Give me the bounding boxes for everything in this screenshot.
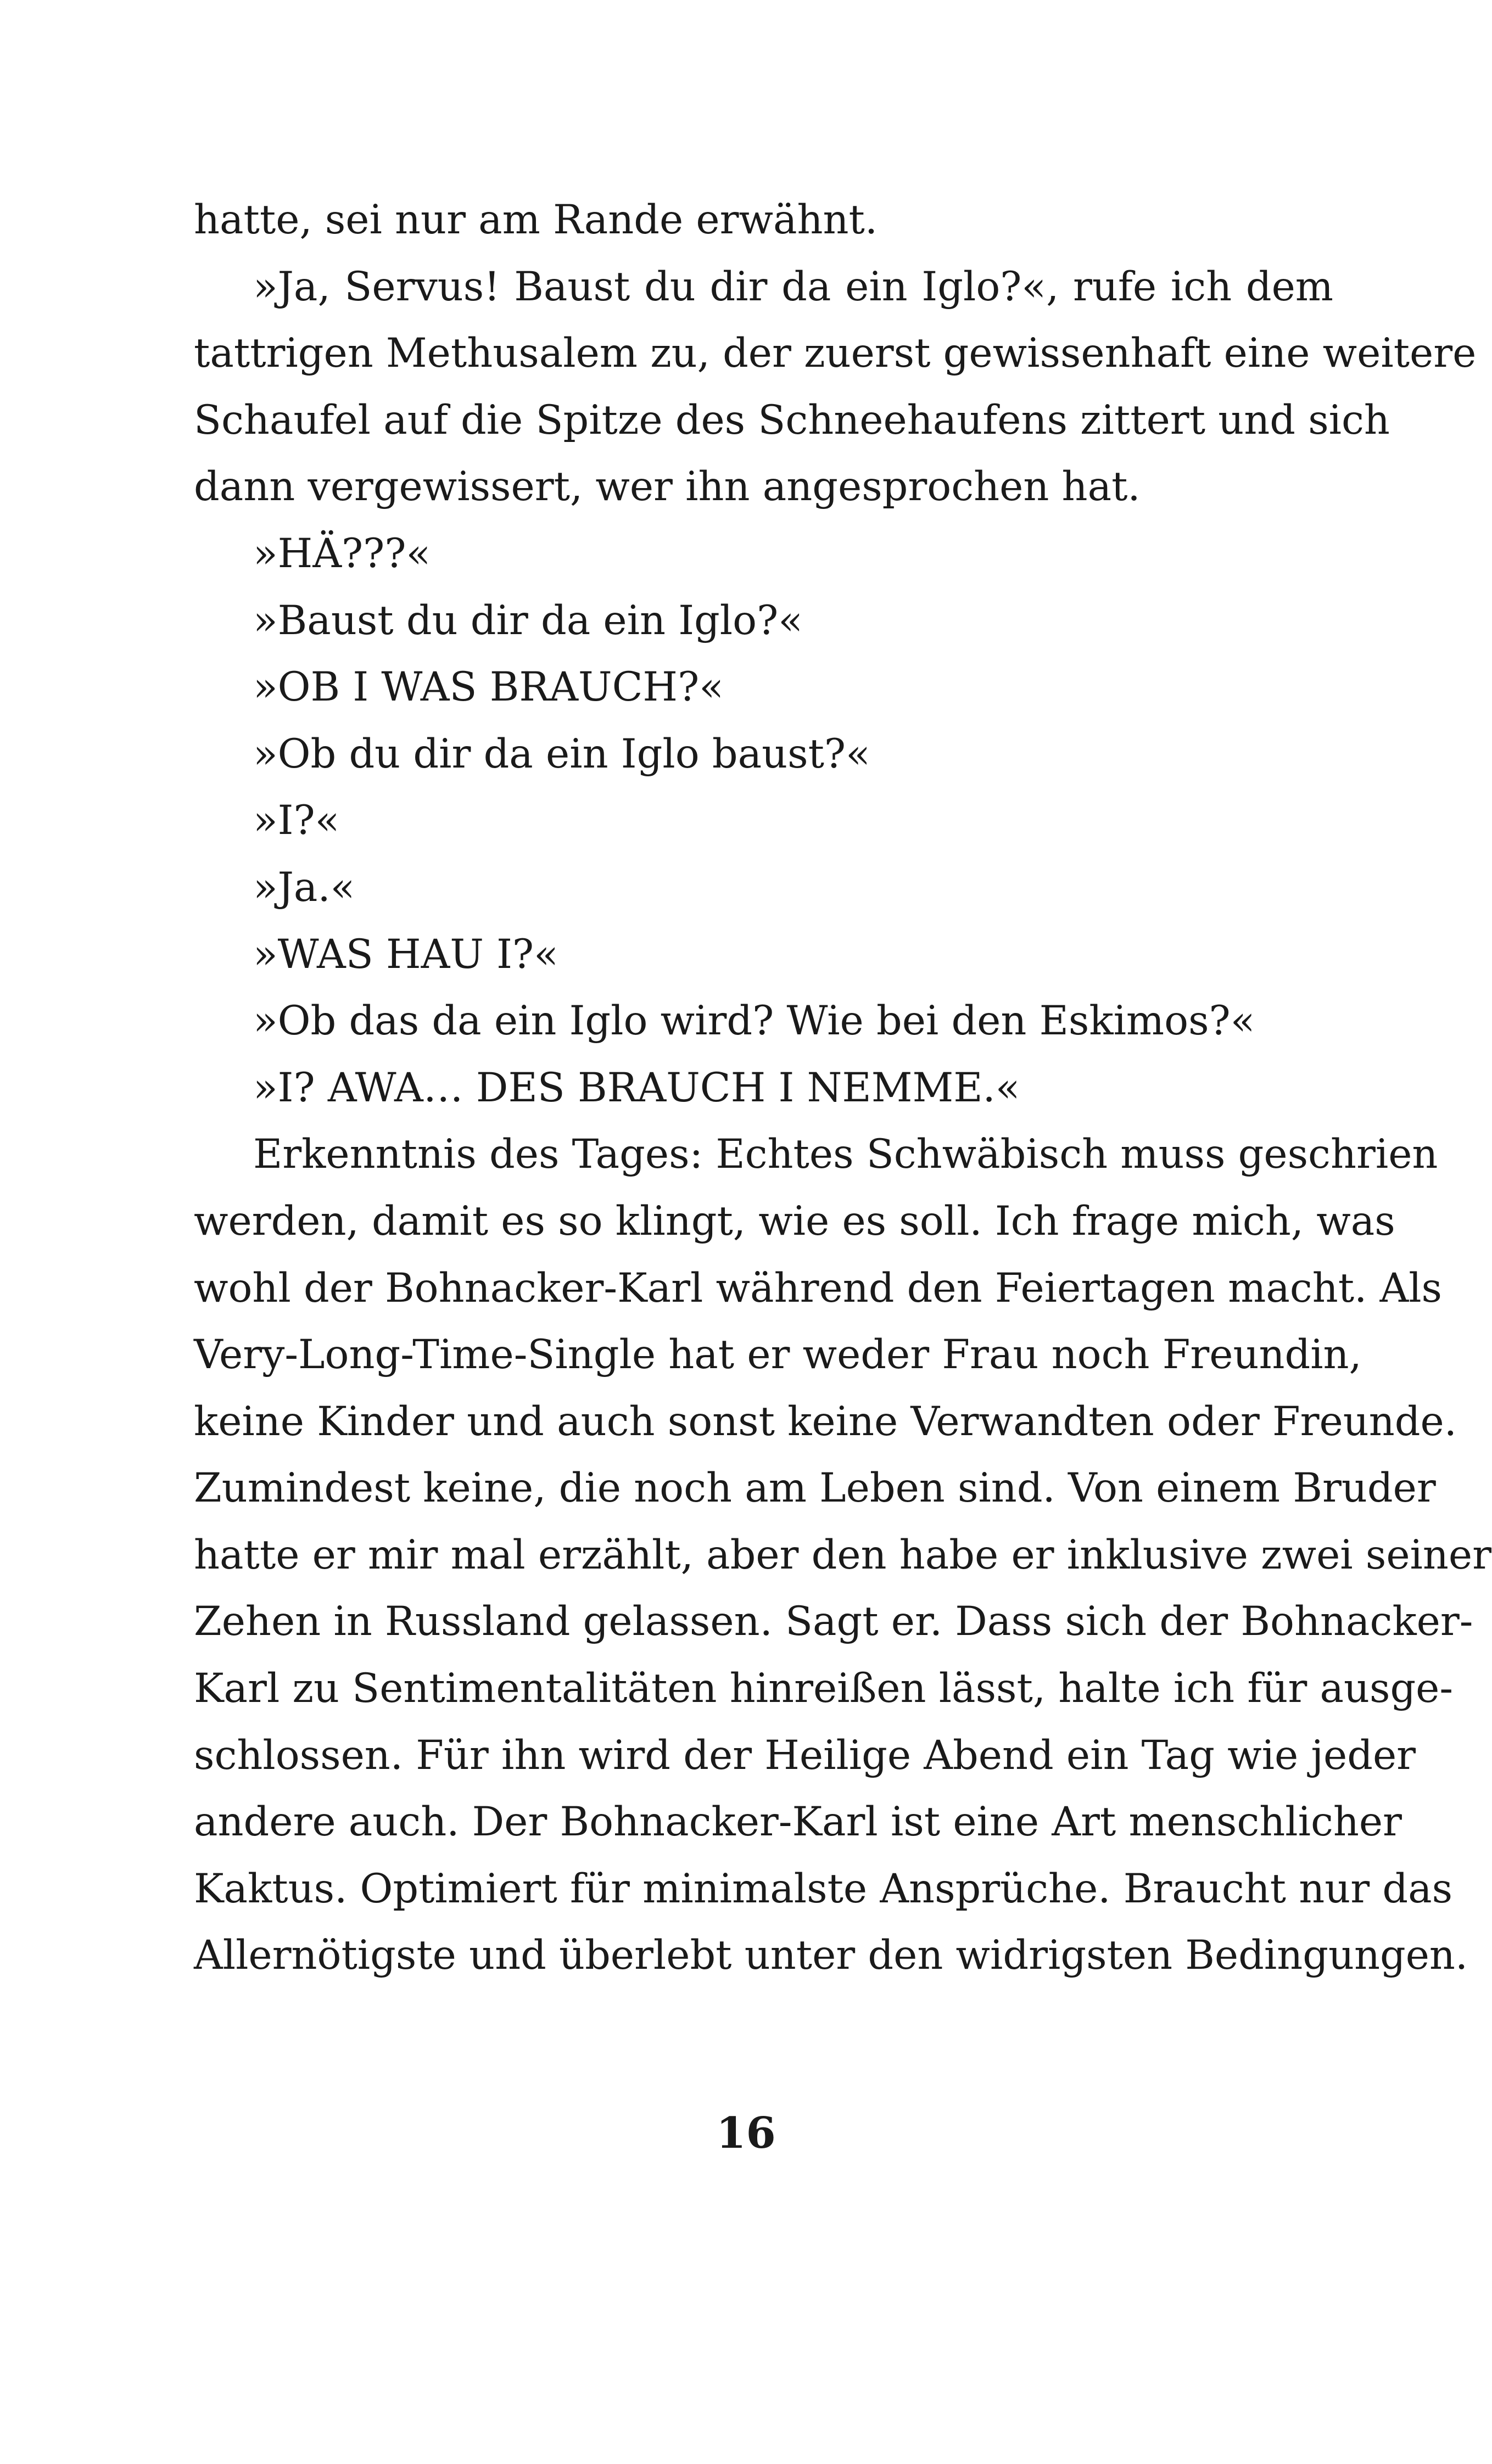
text-line: hatte er mir mal erzählt, aber den habe er inklusive zwei seiner (194, 1531, 1491, 1578)
dialogue-line: »Ob du dir da ein Iglo baust?« (253, 730, 870, 777)
text-line: dann vergewissert, wer ihn angesprochen hat. (194, 463, 1141, 511)
text-line: andere auch. Der Bohnacker-Karl ist eine Art menschlicher (194, 1799, 1402, 1846)
text-line: Erkenntnis des Tages: Echtes Schwäbisch muss geschrien (253, 1131, 1438, 1178)
dialogue-line: »Baust du dir da ein Iglo?« (253, 597, 803, 644)
text-line: schlossen. Für ihn wird der Heilige Abend ein Tag wie jeder (194, 1732, 1416, 1779)
text-line: werden, damit es so klingt, wie es soll. Ich frage mich, was (194, 1197, 1395, 1245)
body-text (194, 187, 1491, 1989)
dialogue-line: »WAS HAU I?« (253, 931, 558, 978)
dialogue-line: »I?« (253, 797, 340, 844)
text-line: Zumindest keine, die noch am Leben sind. Von einem Bruder (194, 1465, 1436, 1512)
text-line: hatte, sei nur am Rande erwähnt. (194, 197, 878, 243)
text-line: »Ja, Servus! Baust du dir da ein Iglo?«, rufe ich dem (253, 263, 1333, 310)
text-line: keine Kinder und auch sonst keine Verwandten oder Freunde. (194, 1398, 1457, 1445)
dialogue-line: »HÄ???« (253, 530, 431, 577)
page-number: 16 (716, 2108, 776, 2158)
text-line: Very-Long-Time-Single hat er weder Frau noch Freundin, (194, 1331, 1362, 1379)
text-line: Karl zu Sentimentalitäten hinreißen lässt, halte ich für ausge- (194, 1665, 1454, 1712)
text-line: Allernötigste und überlebt unter den widrigsten Bedingungen. (194, 1932, 1468, 1979)
text-line: Schaufel auf die Spitze des Schneehaufens zittert und sich (194, 396, 1390, 444)
dialogue-line: »OB I WAS BRAUCH?« (253, 664, 724, 711)
text-line: wohl der Bohnacker-Karl während den Feiertagen macht. Als (194, 1264, 1443, 1312)
text-line: Zehen in Russland gelassen. Sagt er. Dass sich der Bohnacker- (194, 1598, 1473, 1645)
dialogue-line: »Ja.« (253, 864, 355, 911)
text-line: Kaktus. Optimiert für minimalste Ansprüche. Braucht nur das (194, 1865, 1453, 1912)
dialogue-line: »Ob das da ein Iglo wird? Wie bei den Eskimos?« (253, 998, 1255, 1045)
dialogue-line: »I? AWA… DES BRAUCH I NEMME.« (253, 1064, 1020, 1111)
text-line: tattrigen Methusalem zu, der zuerst gewissenhaft eine weitere (194, 330, 1477, 377)
